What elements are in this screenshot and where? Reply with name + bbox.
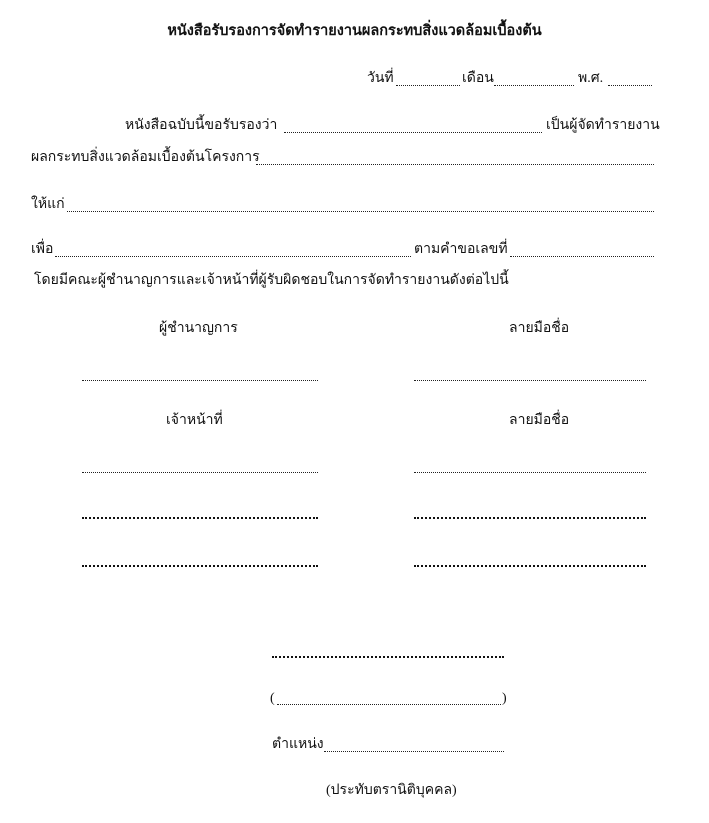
purpose-label: เพื่อ xyxy=(31,242,54,257)
open-parenthesis: ( xyxy=(270,691,275,706)
officer-signature-field[interactable] xyxy=(414,565,646,567)
purpose-field[interactable] xyxy=(55,256,411,257)
project-name-field[interactable] xyxy=(256,164,654,165)
month-field[interactable] xyxy=(494,85,574,86)
close-parenthesis: ) xyxy=(502,691,507,706)
certify-label: หนังสือฉบับนี้ขอรับรองว่า xyxy=(125,118,278,133)
certifier-printed-name-field[interactable] xyxy=(277,704,501,705)
request-number-field[interactable] xyxy=(510,256,654,257)
position-field[interactable] xyxy=(324,751,504,752)
officer-name-field[interactable] xyxy=(82,472,318,473)
experts-signature-heading: ลายมือชื่อ xyxy=(509,321,570,336)
officer-name-field[interactable] xyxy=(82,565,318,567)
certifier-signature-field[interactable] xyxy=(272,656,504,658)
month-label: เดือน xyxy=(462,71,494,86)
expert-signature-field[interactable] xyxy=(414,380,646,381)
year-label: พ.ศ. xyxy=(578,71,604,86)
officer-name-field[interactable] xyxy=(82,517,318,519)
experts-heading: ผู้ชำนาญการ xyxy=(159,321,238,336)
stamp-note: (ประทับตรานิติบุคคล) xyxy=(326,783,457,798)
officers-heading: เจ้าหน้าที่ xyxy=(166,413,223,428)
officer-signature-field[interactable] xyxy=(414,472,646,473)
project-label: ผลกระทบสิ่งแวดล้อมเบื้องต้นโครงการ xyxy=(31,150,260,165)
year-field[interactable] xyxy=(608,85,652,86)
document-title: หนังสือรับรองการจัดทำรายงานผลกระทบสิ่งแวดล้อมเบื้องต้น xyxy=(167,23,542,39)
officer-signature-field[interactable] xyxy=(414,517,646,519)
preparer-label: เป็นผู้จัดทำรายงาน xyxy=(546,118,660,133)
officers-signature-heading: ลายมือชื่อ xyxy=(509,413,570,428)
team-statement: โดยมีคณะผู้ชำนาญการและเจ้าหน้าที่ผู้รับผิดชอบในการจัดทำรายงานดังต่อไปนี้ xyxy=(34,273,509,288)
recipient-field[interactable] xyxy=(67,211,654,212)
date-label: วันที่ xyxy=(367,71,394,86)
for-label: ให้แก่ xyxy=(31,197,65,212)
position-label: ตำแหน่ง xyxy=(272,737,324,752)
date-field[interactable] xyxy=(396,85,460,86)
certified-party-field[interactable] xyxy=(284,132,542,133)
expert-name-field[interactable] xyxy=(82,380,318,381)
request-number-label: ตามคำขอเลขที่ xyxy=(414,242,508,257)
